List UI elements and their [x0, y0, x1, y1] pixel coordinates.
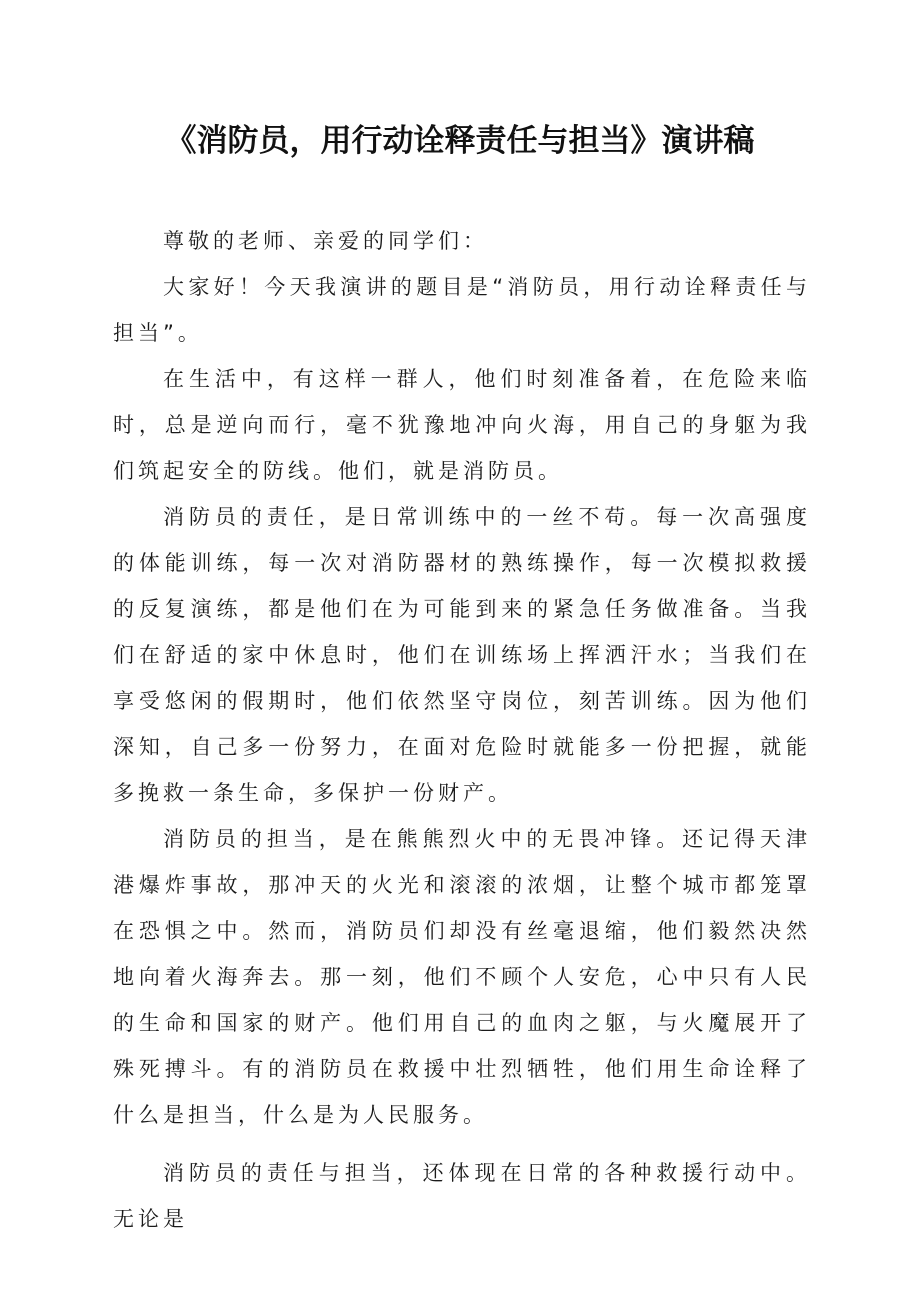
salutation-paragraph: 尊敬的老师、亲爱的同学们：	[163, 229, 488, 253]
rescue-paragraph: 消防员的责任与担当，还体现在日常的各种救援行动中。无论是	[113, 1161, 811, 1231]
greeting-paragraph: 大家好！今天我演讲的题目是“消防员，用行动诠释责任与担当”。	[113, 275, 811, 345]
responsibility-paragraph: 消防员的责任，是日常训练中的一丝不苟。每一次高强度的体能训练，每一次对消防器材的熟练操作，每一次模拟救援的反复演练，都是他们在为可能到来的紧急任务做准备。当我们在舒适的家中休息时，他们在训练场上挥洒汗水；当我们在享受悠闲的假期时，他们依然坚守岗位，刻苦训练。因为他们深知，自己多一份努力，在面对危险时就能多一份把握，就能多挽救一条生命，多保护一份财产。	[113, 505, 811, 805]
document-body	[113, 218, 811, 1242]
courage-paragraph: 消防员的担当，是在熊熊烈火中的无畏冲锋。还记得天津港爆炸事故，那冲天的火光和滚滚的浓烟，让整个城市都笼罩在恐惧之中。然而，消防员们却没有丝毫退缩，他们毅然决然地向着火海奔去。那一刻，他们不顾个人安危，心中只有人民的生命和国家的财产。他们用自己的血肉之躯，与火魔展开了殊死搏斗。有的消防员在救援中壮烈牺牲，他们用生命诠释了什么是担当，什么是为人民服务。	[113, 827, 811, 1127]
intro-paragraph: 在生活中，有这样一群人，他们时刻准备着，在危险来临时，总是逆向而行，毫不犹豫地冲向火海，用自己的身躯为我们筑起安全的防线。他们，就是消防员。	[113, 367, 811, 483]
document-title: 《消防员，用行动诠释责任与担当》演讲稿	[165, 123, 755, 159]
